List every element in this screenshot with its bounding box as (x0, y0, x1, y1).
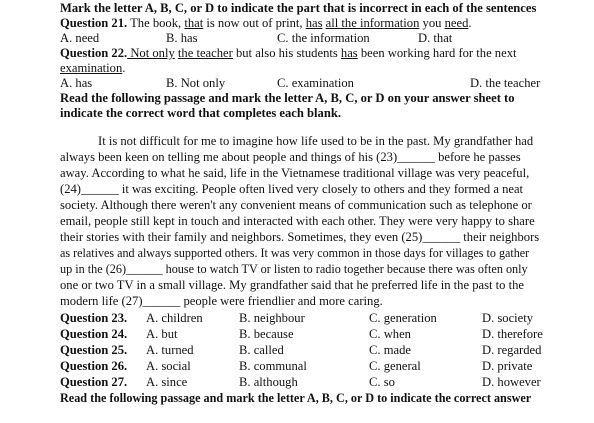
q26-option-d: D. private (482, 359, 533, 373)
question-22-stem: Question 22. Not only the teacher but also his students has been working hard for the next (60, 46, 517, 60)
instruction-incorrect-part: Mark the letter A, B, C, or D to indicate the part that is incorrect in each of the sentences (60, 1, 537, 15)
q21-option-c: C. the information (277, 31, 370, 45)
q22-underlined-has: has (340, 46, 358, 60)
passage-line-6: email, people still kept in touch and interacted with each other. They were very happy to share (60, 214, 535, 228)
q21-option-a: A. need (60, 31, 100, 45)
instruction-passage-line1: Read the following passage and mark the letter A, B, C, or D on your answer sheet to (60, 91, 515, 105)
q26-option-c: C. general (369, 359, 421, 373)
instruction-passage-line2: indicate the correct word that completes each blank. (60, 106, 341, 120)
question-22-stem-cont: examination. (60, 61, 126, 75)
passage-line-4: (24)______ it was exciting. People often lived very closely to others and they formed a neat (60, 182, 524, 196)
q21-underlined-information: all the information (325, 16, 420, 30)
q27-option-d: D. however (482, 375, 541, 389)
passage-line-1: It is not difficult for me to imagine how life used to be in the past. My grandfather had (98, 134, 534, 148)
passage-line-2: always been keen on telling me about people and things of his (23)______ before he passes (60, 150, 521, 164)
q25-option-d: D. regarded (482, 343, 542, 357)
passage-line-10: one or two TV in a small village. My grandfather said that he preferred life in the past to the (60, 278, 524, 292)
q25-option-a: A. turned (146, 343, 194, 357)
q22-option-a: A. has (60, 76, 93, 90)
question-21-label: Question 21. (60, 16, 128, 30)
question-21-options (60, 31, 572, 46)
q21-option-b: B. has (166, 31, 198, 45)
q22-option-c: C. examination (277, 76, 354, 90)
question-22-label: Question 22. (60, 46, 128, 60)
question-23-row (60, 311, 572, 326)
question-25-label: Question 25. (60, 343, 128, 357)
q24-option-a: A. but (146, 327, 178, 341)
q22-underlined-not-only: Not only (127, 46, 175, 60)
question-25-row (60, 343, 572, 358)
question-27-row (60, 375, 572, 390)
passage-line-5: society. Although there weren't any convenient means of communication such as telephone or (60, 198, 532, 212)
question-24-label: Question 24. (60, 327, 128, 341)
q25-option-b: B. called (239, 343, 284, 357)
question-27-label: Question 27. (60, 375, 128, 389)
q23-option-d: D. society (482, 311, 534, 325)
passage-line-11: modern life (27)______ people were friendlier and more caring. (60, 294, 383, 308)
instruction-next-passage: Read the following passage and mark the letter A, B, C, or D to indicate the correct answer (60, 391, 532, 405)
question-21-stem: Question 21. The book, that is now out of print, has all the information you need. (60, 16, 472, 30)
q21-underlined-need: need (444, 16, 469, 30)
q21-underlined-that: that (184, 16, 204, 30)
q27-option-b: B. although (239, 375, 298, 389)
passage-line-3: away. According to what he said, life in the Vietnamese traditional village was very peaceful, (60, 166, 530, 180)
question-23-label: Question 23. (60, 311, 128, 325)
passage-line-7: their stories with their family and neighbors. Sometimes, they even (25)______ their neighbors (60, 230, 540, 244)
q21-option-d: D. that (418, 31, 453, 45)
question-26-label: Question 26. (60, 359, 128, 373)
passage-line-9: up in the (26)______ house to watch TV or listen to radio together because there was often only (60, 262, 528, 276)
q23-option-b: B. neighbour (239, 311, 305, 325)
q22-option-d: D. the teacher (470, 76, 541, 90)
q22-option-b: B. Not only (166, 76, 226, 90)
q27-option-a: A. since (146, 375, 188, 389)
q24-option-b: B. because (239, 327, 294, 341)
q27-option-c: C. so (369, 375, 395, 389)
q25-option-c: C. made (369, 343, 411, 357)
q21-underlined-has: has (305, 16, 323, 30)
question-26-row (60, 359, 572, 374)
q24-option-d: D. therefore (482, 327, 543, 341)
q22-underlined-teacher: the teacher (177, 46, 233, 60)
q24-option-c: C. when (369, 327, 411, 341)
passage-line-8: as relatives and always supported others. It was very common in those days for villages to gather (60, 246, 530, 260)
q26-option-a: A. social (146, 359, 191, 373)
q22-underlined-examination: examination (60, 61, 123, 75)
q23-option-a: A. children (146, 311, 203, 325)
question-24-row (60, 327, 572, 342)
q26-option-b: B. communal (239, 359, 307, 373)
q23-option-c: C. generation (369, 311, 437, 325)
question-22-options (60, 76, 572, 91)
